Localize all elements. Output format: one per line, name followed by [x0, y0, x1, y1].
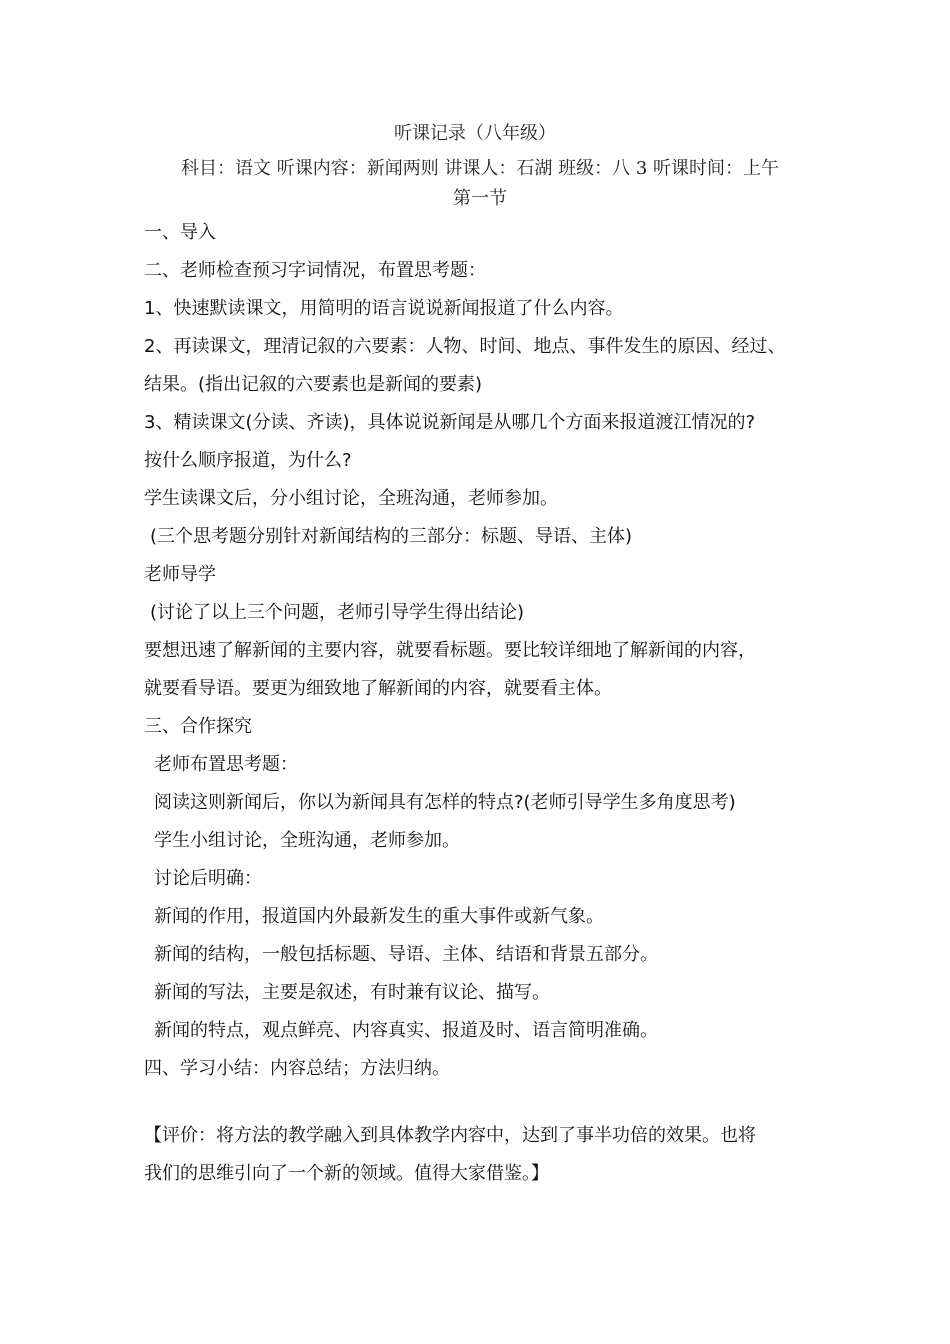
- text-line: 老师布置思考题：: [154, 754, 298, 775]
- text-line: 结果。(指出记叙的六要素也是新闻的要素): [144, 374, 483, 395]
- text-line: 学生读课文后，分小组讨论，全班沟通，老师参加。: [144, 488, 558, 509]
- text-line: 新闻的特点，观点鲜亮、内容真实、报道及时、语言简明准确。: [154, 1020, 658, 1041]
- section-heading: 四、学习小结：内容总结；方法归纳。: [144, 1058, 450, 1079]
- text-line: 新闻的结构，一般包括标题、导语、主体、结语和背景五部分。: [154, 944, 658, 965]
- text-line: 2、再读课文，理清记叙的六要素：人物、时间、地点、事件发生的原因、经过、: [144, 336, 786, 357]
- text-line: 新闻的作用，报道国内外最新发生的重大事件或新气象。: [154, 906, 604, 927]
- evaluation-line: 【评价：将方法的教学融入到具体教学内容中，达到了事半功倍的效果。也将: [144, 1125, 756, 1146]
- text-line: 学生小组讨论，全班沟通，老师参加。: [154, 830, 460, 851]
- text-line: 要想迅速了解新闻的主要内容，就要看标题。要比较详细地了解新闻的内容，: [144, 640, 756, 661]
- evaluation-line: 我们的思维引向了一个新的领域。值得大家借鉴。】: [144, 1163, 549, 1184]
- text-line: 新闻的写法，主要是叙述，有时兼有议论、描写。: [154, 982, 550, 1003]
- text-line: 就要看导语。要更为细致地了解新闻的内容，就要看主体。: [144, 678, 612, 699]
- text-line: 阅读这则新闻后，你以为新闻具有怎样的特点?(老师引导学生多角度思考): [154, 792, 736, 813]
- text-line: 讨论后明确：: [154, 868, 262, 889]
- text-line: 1、快速默读课文，用简明的语言说说新闻报道了什么内容。: [144, 298, 624, 319]
- text-line: 老师导学: [144, 564, 216, 585]
- document-title: 听课记录（八年级）: [394, 123, 556, 144]
- lesson-meta-line: 科目：语文 听课内容：新闻两则 讲课人：石湖 班级：八 3 听课时间：上午: [180, 158, 780, 179]
- section-heading: 三、合作探究: [144, 716, 252, 737]
- text-line: 3、精读课文(分读、齐读)，具体说说新闻是从哪几个方面来报道渡江情况的?: [144, 412, 756, 433]
- section-heading: 一、导入: [144, 222, 216, 243]
- section-heading: 二、老师检查预习字词情况，布置思考题：: [144, 260, 486, 281]
- text-line: 按什么顺序报道，为什么?: [144, 450, 352, 471]
- evaluation-note: [144, 1117, 824, 1193]
- lesson-meta: [150, 154, 810, 214]
- text-line: (三个思考题分别针对新闻结构的三部分：标题、导语、主体): [150, 526, 633, 547]
- text-line: (讨论了以上三个问题，老师引导学生得出结论): [150, 602, 525, 623]
- record-body: [144, 214, 834, 1088]
- lesson-meta-line: 第一节: [453, 188, 507, 209]
